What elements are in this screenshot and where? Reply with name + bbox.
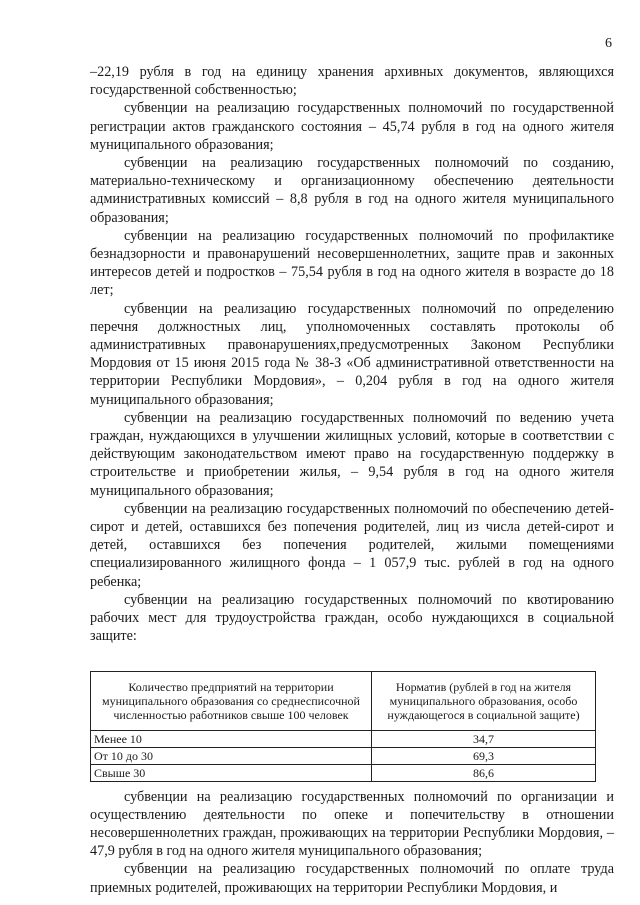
table-row bbox=[91, 730, 596, 747]
paragraph: субвенции на реализацию государственных полномочий по организации и осуществлению деятельности по опеке и попечительству в отношении несовершеннолетних граждан, проживающих на территории Республики Мордовия, – 47,9 рубля в год на одного жителя муниципального образования; bbox=[90, 788, 614, 860]
table-cell-value: 86,6 bbox=[372, 764, 596, 781]
paragraph: субвенции на реализацию государственных полномочий по обеспечению детей-сирот и детей, оставшихся без попечения родителей, лиц из числа детей-сирот и детей, оставшихся без попечения родителей, жилыми помещениями специализированного жилищного фонда – 1 057,9 тыс. рублей в год на одного ребенка; bbox=[90, 500, 614, 590]
paragraph: субвенции на реализацию государственных полномочий по ведению учета граждан, нуждающихся в улучшении жилищных условий, которые в соответствии с действующим законодательством имеют право на государственную поддержку в строительстве и приобретении жилья, – 9,54 рубля в год на одного жителя муниципального образования; bbox=[90, 409, 614, 499]
paragraph: субвенции на реализацию государственных полномочий по государственной регистрации актов гражданского состояния – 45,74 рубля в год на одного жителя муниципального образования; bbox=[90, 100, 614, 153]
table-header-cell: Количество предприятий на территории муниципального образования со среднесписочной численностью работников свыше 100 человек bbox=[91, 671, 372, 730]
paragraph: –22,19 рубля в год на единицу хранения архивных документов, являющихся государственной собственностью; bbox=[90, 64, 614, 99]
table-header-cell: Норматив (рублей в год на жителя муниципального образования, особо нуждающегося в социальной защите) bbox=[372, 671, 596, 730]
table-cell-label: Менее 10 bbox=[91, 730, 372, 747]
table-cell-label: От 10 до 30 bbox=[91, 747, 372, 764]
table-row bbox=[91, 747, 596, 764]
paragraph: субвенции на реализацию государственных полномочий по квотированию рабочих мест для трудоустройства граждан, особо нуждающихся в социальной защите: bbox=[90, 591, 614, 645]
document-body bbox=[90, 63, 614, 897]
table-cell-label: Свыше 30 bbox=[91, 764, 372, 781]
paragraph: субвенции на реализацию государственных полномочий по профилактике безнадзорности и правонарушений несовершеннолетних, защите прав и законных интересов детей и подростков – 75,54 рубля в год на одного жителя в возрасте до 18 лет; bbox=[90, 227, 614, 299]
table-cell-value: 34,7 bbox=[372, 730, 596, 747]
page-number: 6 bbox=[605, 36, 612, 51]
paragraph: субвенции на реализацию государственных полномочий по созданию, материально-техническому и организационному обеспечению деятельности административных комиссий – 8,8 рубля в год на одного жителя муниципального образования; bbox=[90, 155, 614, 226]
table-row bbox=[91, 764, 596, 781]
table-header-row bbox=[91, 671, 596, 730]
paragraph: субвенции на реализацию государственных полномочий по оплате труда приемных родителей, проживающих на территории Республики Мордовия, и bbox=[90, 861, 614, 896]
table-cell-value: 69,3 bbox=[372, 747, 596, 764]
quota-table bbox=[90, 671, 596, 782]
paragraph: субвенции на реализацию государственных полномочий по определению перечня должностных лиц, уполномоченных составлять протоколы об административных правонарушениях,предусмотренных Законом Республики Мордовия от 15 июня 2015 года № 38-З «Об административной ответственности на территории Республики Мордовия», – 0,204 рубля в год на одного жителя муниципального образования; bbox=[90, 300, 614, 408]
